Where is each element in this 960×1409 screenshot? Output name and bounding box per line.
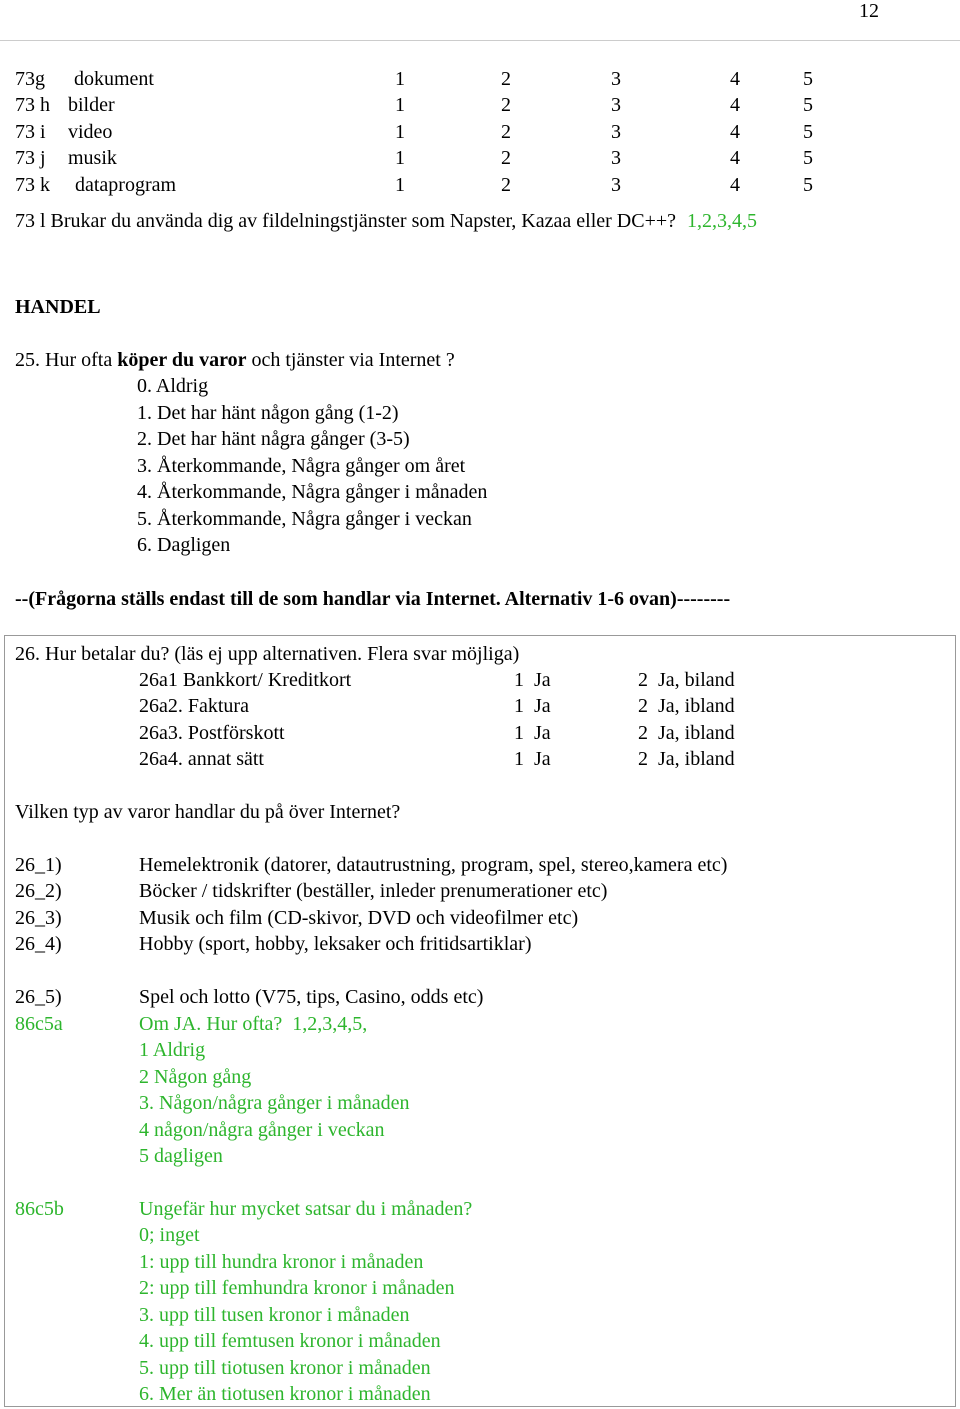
scale-1: 1 <box>395 68 405 90</box>
q86c5b-option: 3. upp till tusen kronor i månaden <box>139 1304 410 1326</box>
q26-question: 26. Hur betalar du? (läs ej upp alternativen. Flera svar möjliga) <box>15 643 520 665</box>
q25-option: 6. Dagligen <box>137 534 231 556</box>
q73-row-label: dataprogram <box>75 174 177 196</box>
q25-question <box>15 347 455 373</box>
q26-row-label: 26a2. Faktura <box>139 695 249 717</box>
q86c5b-option: 2: upp till femhundra kronor i månaden <box>139 1277 455 1299</box>
scale-3: 3 <box>611 147 621 169</box>
page-number: 12 <box>859 0 879 22</box>
q26-answer-ja: 1 Ja <box>514 695 551 717</box>
q73-row-id: 73 h <box>15 94 50 116</box>
q25-option: 3. Återkommande, Några gånger om året <box>137 455 466 477</box>
q86c5a-code: 86c5a <box>15 1013 63 1035</box>
q73-row-label: musik <box>68 147 117 169</box>
goods-text: Böcker / tidskrifter (beställer, inleder prenumerationer etc) <box>139 880 608 902</box>
goods-question: Vilken typ av varor handlar du på över Internet? <box>15 801 401 823</box>
q86c5a-question: Om JA. Hur ofta? 1,2,3,4,5, <box>139 1013 368 1035</box>
goods-code: 26_4) <box>15 933 62 955</box>
q26-answer-ja: 1 Ja <box>514 722 551 744</box>
scale-1: 1 <box>395 94 405 116</box>
q86c5b-code: 86c5b <box>15 1198 64 1220</box>
q86c5b-option: 1: upp till hundra kronor i månaden <box>139 1251 424 1273</box>
q26-row-label: 26a4. annat sätt <box>139 748 264 770</box>
q26-answer-ibland: 2 Ja, biland <box>638 669 735 691</box>
scale-4: 4 <box>730 147 740 169</box>
q86c5a-option: 1 Aldrig <box>139 1039 206 1061</box>
scale-4: 4 <box>730 68 740 90</box>
q25-option: 2. Det har hänt några gånger (3-5) <box>137 428 410 450</box>
scale-1: 1 <box>395 174 405 196</box>
q25-suffix: och tjänster via Internet ? <box>246 349 455 371</box>
scale-5: 5 <box>803 147 813 169</box>
scale-4: 4 <box>730 121 740 143</box>
q26-answer-ja: 1 Ja <box>514 669 551 691</box>
q73-row-label: dokument <box>74 68 154 90</box>
scale-3: 3 <box>611 68 621 90</box>
scale-1: 1 <box>395 147 405 169</box>
q25-option: 4. Återkommande, Några gånger i månaden <box>137 481 488 503</box>
q73l-question <box>15 208 757 234</box>
q26-answer-ibland: 2 Ja, ibland <box>638 722 735 744</box>
scale-5: 5 <box>803 174 813 196</box>
q26-row-label: 26a1 Bankkort/ Kreditkort <box>139 669 352 691</box>
q25-prefix: 25. Hur ofta <box>15 349 118 371</box>
q73l-text: 73 l Brukar du använda dig av fildelningstjänster som Napster, Kazaa eller DC++? <box>15 210 677 232</box>
goods-code: 26_3) <box>15 907 62 929</box>
scale-3: 3 <box>611 121 621 143</box>
q26-answer-ibland: 2 Ja, ibland <box>638 748 735 770</box>
q25-option: 0. Aldrig <box>137 375 209 397</box>
scale-4: 4 <box>730 94 740 116</box>
q86c5a-option: 2 Någon gång <box>139 1066 252 1088</box>
scale-4: 4 <box>730 174 740 196</box>
q25-bold: köper du varor <box>117 349 247 371</box>
scale-5: 5 <box>803 121 813 143</box>
goods-code: 26_5) <box>15 986 62 1008</box>
scale-2: 2 <box>501 121 511 143</box>
q86c5b-option: 6. Mer än tiotusen kronor i månaden <box>139 1383 431 1405</box>
scale-3: 3 <box>611 94 621 116</box>
goods-text: Musik och film (CD-skivor, DVD och videofilmer etc) <box>139 907 579 929</box>
q73-row-id: 73 k <box>15 174 50 196</box>
q86c5a-option: 5 dagligen <box>139 1145 223 1167</box>
q26-row-label: 26a3. Postförskott <box>139 722 285 744</box>
q86c5b-option: 0; inget <box>139 1224 200 1246</box>
goods-text: Spel och lotto (V75, tips, Casino, odds etc) <box>139 986 484 1008</box>
q73-row-label: bilder <box>68 94 115 116</box>
q86c5b-question: Ungefär hur mycket satsar du i månaden? <box>139 1198 473 1220</box>
filter-note: --(Frågorna ställs endast till de som handlar via Internet. Alternativ 1-6 ovan)-------- <box>15 588 731 610</box>
q86c5a-option: 4 någon/några gånger i veckan <box>139 1119 385 1141</box>
q26-answer-ja: 1 Ja <box>514 748 551 770</box>
scale-1: 1 <box>395 121 405 143</box>
goods-code: 26_1) <box>15 854 62 876</box>
goods-text: Hemelektronik (datorer, datautrustning, program, spel, stereo,kamera etc) <box>139 854 728 876</box>
goods-text: Hobby (sport, hobby, leksaker och fritidsartiklar) <box>139 933 532 955</box>
scale-3: 3 <box>611 174 621 196</box>
q73-row-id: 73 j <box>15 147 46 169</box>
scale-5: 5 <box>803 68 813 90</box>
scale-2: 2 <box>501 174 511 196</box>
q25-option: 1. Det har hänt någon gång (1-2) <box>137 402 399 424</box>
q86c5a-option: 3. Någon/några gånger i månaden <box>139 1092 410 1114</box>
q86c5b-option: 4. upp till femtusen kronor i månaden <box>139 1330 441 1352</box>
q73-row-id: 73 i <box>15 121 46 143</box>
scale-2: 2 <box>501 94 511 116</box>
q25-option: 5. Återkommande, Några gånger i veckan <box>137 508 472 530</box>
scale-2: 2 <box>501 68 511 90</box>
q73-row-label: video <box>68 121 113 143</box>
q26-answer-ibland: 2 Ja, ibland <box>638 695 735 717</box>
scale-2: 2 <box>501 147 511 169</box>
q86c5b-option: 5. upp till tiotusen kronor i månaden <box>139 1357 431 1379</box>
header-rule <box>0 40 960 41</box>
goods-code: 26_2) <box>15 880 62 902</box>
scale-5: 5 <box>803 94 813 116</box>
q73l-codes: 1,2,3,4,5 <box>687 210 758 232</box>
q73-row-id: 73g <box>15 68 45 90</box>
section-title: HANDEL <box>15 296 101 318</box>
